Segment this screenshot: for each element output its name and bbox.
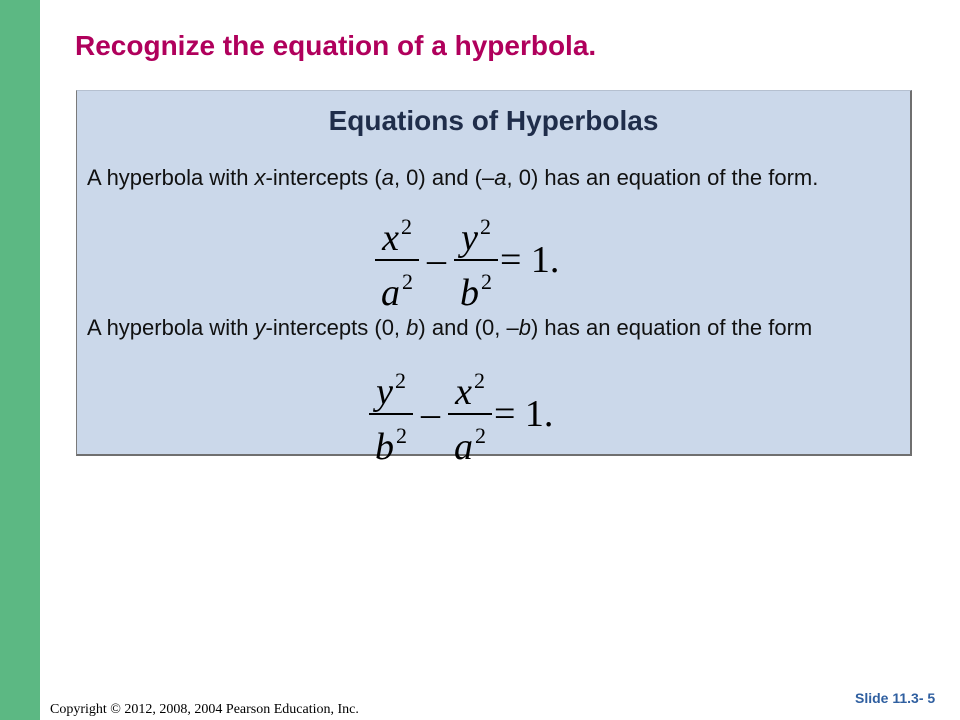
variable-a: a bbox=[494, 165, 507, 190]
left-accent-bar bbox=[0, 0, 40, 720]
variable-x: x bbox=[254, 165, 266, 190]
copyright-footer: Copyright © 2012, 2008, 2004 Pearson Education, Inc. bbox=[50, 702, 359, 717]
equals-one: = 1. bbox=[500, 239, 560, 281]
paragraph-y-intercepts bbox=[87, 313, 887, 342]
fraction-y-over-b bbox=[369, 361, 413, 467]
denominator: $b^2$ bbox=[375, 423, 407, 468]
text: -intercepts ( bbox=[265, 165, 382, 190]
definition-box bbox=[76, 90, 912, 468]
denominator: $b^2$ bbox=[460, 269, 492, 314]
slide-title: Recognize the equation of a hyperbola. bbox=[75, 30, 597, 61]
text: , 0) has an equation of the form. bbox=[506, 165, 819, 190]
equation-horizontal-hyperbola bbox=[375, 207, 559, 313]
minus-sign: – bbox=[506, 315, 519, 340]
slide-number: Slide 11.3- 5 bbox=[855, 690, 936, 706]
text: ) has an equation of the form bbox=[530, 315, 813, 340]
text: , 0) and ( bbox=[393, 165, 482, 190]
text: A hyperbola with bbox=[87, 315, 255, 340]
variable-a: a bbox=[381, 165, 394, 190]
numerator: $y^2$ bbox=[461, 214, 491, 259]
text: ) and (0, bbox=[418, 315, 507, 340]
text: -intercepts (0, bbox=[265, 315, 407, 340]
box-title: Equations of Hyperbolas bbox=[328, 105, 659, 136]
fraction-y-over-b bbox=[454, 207, 498, 313]
denominator: $a^2$ bbox=[454, 423, 486, 468]
paragraph-x-intercepts bbox=[87, 163, 887, 192]
numerator: $x^2$ bbox=[455, 368, 485, 413]
variable-y: y bbox=[254, 315, 266, 340]
variable-b: b bbox=[406, 315, 419, 340]
fraction-bar bbox=[369, 413, 413, 415]
minus-operator: – bbox=[421, 393, 440, 435]
fraction-bar bbox=[448, 413, 492, 415]
numerator: $y^2$ bbox=[376, 368, 406, 413]
equation-vertical-hyperbola bbox=[369, 361, 553, 467]
fraction-x-over-a bbox=[375, 207, 419, 313]
minus-operator: – bbox=[427, 239, 446, 281]
text: A hyperbola with bbox=[87, 165, 255, 190]
minus-sign: – bbox=[482, 165, 495, 190]
denominator: $a^2$ bbox=[381, 269, 413, 314]
equals-one: = 1. bbox=[494, 393, 554, 435]
fraction-x-over-a bbox=[448, 361, 492, 467]
variable-b: b bbox=[518, 315, 531, 340]
fraction-bar bbox=[454, 259, 498, 261]
fraction-bar bbox=[375, 259, 419, 261]
numerator: $x^2$ bbox=[382, 214, 412, 259]
